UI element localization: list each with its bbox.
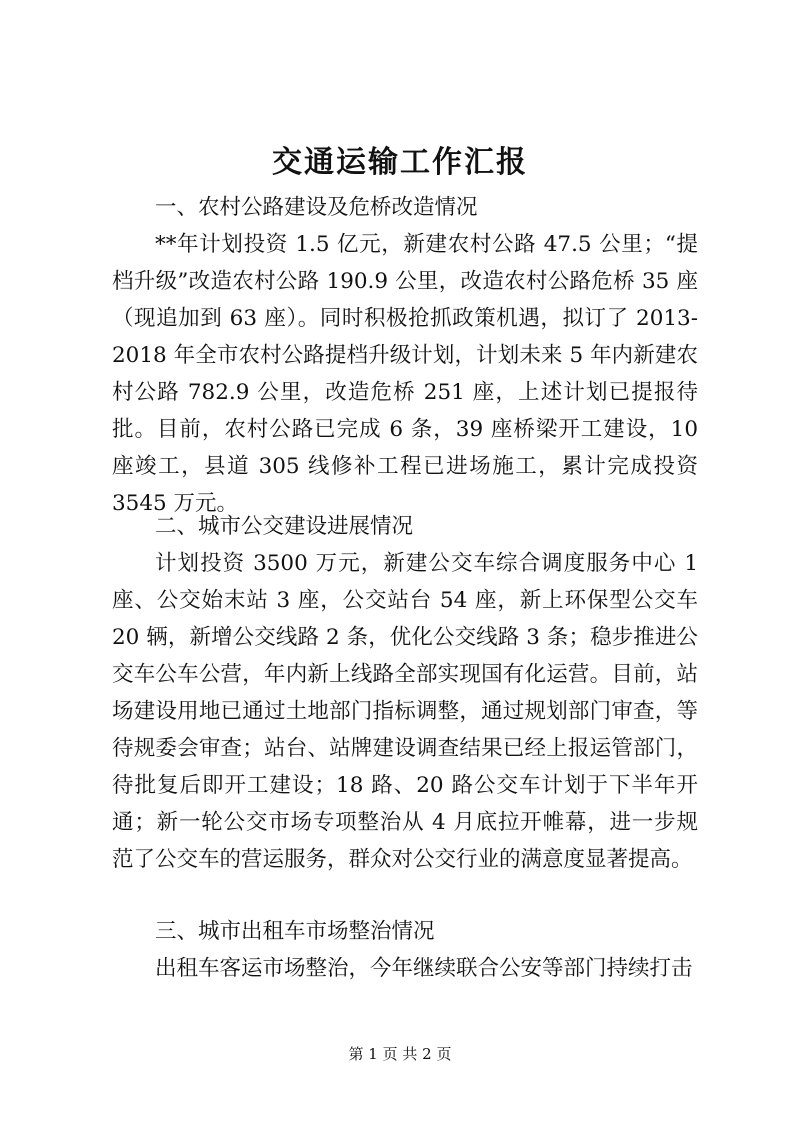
section-2-heading: 二、城市公交建设进展情况 bbox=[155, 514, 414, 539]
section-1-paragraph: **年计划投资 1.5 亿元，新建农村公路 47.5 公里；“提档升级”改造农村公路 190.9 公里，改造农村公路危桥 35 座（现追加到 63 座）。同时积极抢抓政策机遇，拟订了 2013-2018 年全市农村公路提档升级计划，计划未来 5 年内新建农村公路 782.9 公里，改造危桥 251 座，上述计划已提报待批。目前，农村公路已完成 6 条，39 座桥梁开工建设，10 座竣工，县道 305 线修补工程已进场施工，累计完成投资 3545 万元。 bbox=[112, 232, 698, 516]
section-2-paragraph: 计划投资 3500 万元，新建公交车综合调度服务中心 1 座、公交始末站 3 座，公交站台 54 座，新上环保型公交车 20 辆，新增公交线路 2 条，优化公交线路 3 条；稳步推进公交车公车公营，年内新上线路全部实现国有化运营。目前，站场建设用地已通过土地部门指标调整，通过规划部门审查，等待规委会审查；站台、站牌建设调查结果已经上报运管部门，待批复后即开工建设；18 路、20 路公交车计划于下半年开通；新一轮公交市场专项整治从 4 月底拉开帷幕，进一步规范了公交车的营运服务，群众对公交行业的满意度显著提高。 bbox=[112, 551, 698, 872]
document-title: 交通运输工作汇报 bbox=[272, 145, 528, 180]
section-1-heading: 一、农村公路建设及危桥改造情况 bbox=[155, 195, 478, 220]
page-footer: 第 1 页 共 2 页 bbox=[348, 1045, 452, 1063]
section-3-heading: 三、城市出租车市场整治情况 bbox=[155, 919, 435, 944]
section-3-paragraph: 出租车客运市场整治，今年继续联合公安等部门持续打击 bbox=[155, 956, 693, 981]
